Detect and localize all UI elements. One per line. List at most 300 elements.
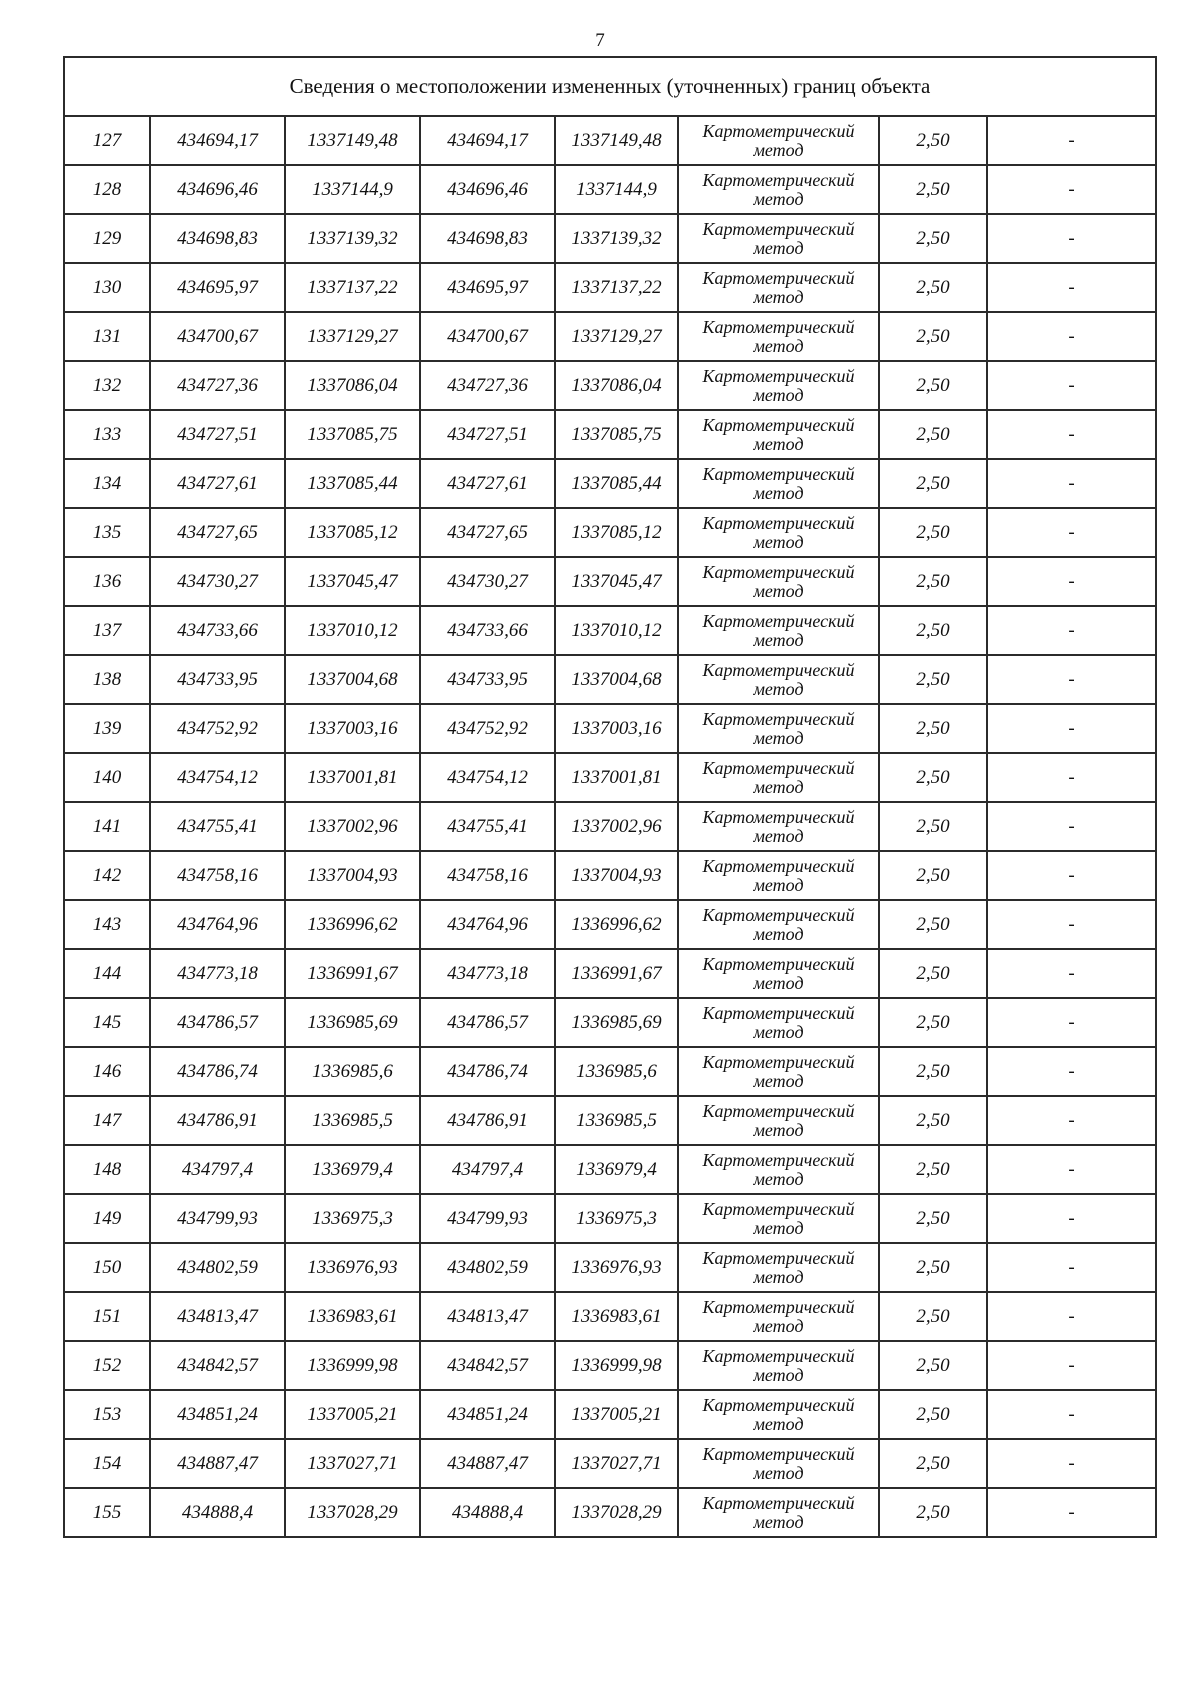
method-cell <box>678 606 879 655</box>
existing-y-cell: 1337027,71 <box>285 1439 420 1488</box>
refined-x-cell: 434695,97 <box>420 263 555 312</box>
point-number-cell: 129 <box>64 214 150 263</box>
existing-y-cell: 1337004,68 <box>285 655 420 704</box>
table-row <box>64 361 1156 410</box>
point-number-cell: 155 <box>64 1488 150 1537</box>
method-text: метод <box>753 1119 804 1140</box>
existing-y-cell: 1337086,04 <box>285 361 420 410</box>
table-row <box>64 802 1156 851</box>
method-text: метод <box>753 1462 804 1483</box>
refined-x-cell: 434727,61 <box>420 459 555 508</box>
accuracy-cell: 2,50 <box>879 410 987 459</box>
method-cell <box>678 410 879 459</box>
point-number-cell: 147 <box>64 1096 150 1145</box>
note-cell: - <box>987 312 1156 361</box>
method-cell <box>678 802 879 851</box>
point-number-cell: 128 <box>64 165 150 214</box>
note-cell: - <box>987 361 1156 410</box>
method-text: Картометрический <box>702 708 855 729</box>
refined-y-cell: 1337028,29 <box>555 1488 678 1537</box>
refined-x-cell: 434755,41 <box>420 802 555 851</box>
table-row <box>64 459 1156 508</box>
refined-y-cell: 1337086,04 <box>555 361 678 410</box>
existing-x-cell: 434700,67 <box>150 312 285 361</box>
refined-y-cell: 1337085,75 <box>555 410 678 459</box>
accuracy-cell: 2,50 <box>879 459 987 508</box>
method-cell <box>678 1341 879 1390</box>
method-text: метод <box>753 286 804 307</box>
accuracy-cell: 2,50 <box>879 900 987 949</box>
point-number-cell: 145 <box>64 998 150 1047</box>
method-text: метод <box>753 1021 804 1042</box>
method-text: метод <box>753 923 804 944</box>
existing-x-cell: 434727,36 <box>150 361 285 410</box>
refined-y-cell: 1337045,47 <box>555 557 678 606</box>
method-cell <box>678 753 879 802</box>
accuracy-cell: 2,50 <box>879 1292 987 1341</box>
point-number-cell: 154 <box>64 1439 150 1488</box>
accuracy-cell: 2,50 <box>879 1243 987 1292</box>
note-cell: - <box>987 704 1156 753</box>
method-text: Картометрический <box>702 1345 855 1366</box>
method-text: метод <box>753 972 804 993</box>
method-text: метод <box>753 825 804 846</box>
note-cell: - <box>987 655 1156 704</box>
table-row <box>64 312 1156 361</box>
method-text: метод <box>753 629 804 650</box>
method-text: метод <box>753 1315 804 1336</box>
existing-x-cell: 434888,4 <box>150 1488 285 1537</box>
existing-x-cell: 434786,91 <box>150 1096 285 1145</box>
method-cell <box>678 214 879 263</box>
refined-x-cell: 434752,92 <box>420 704 555 753</box>
table-row <box>64 655 1156 704</box>
table-row <box>64 1439 1156 1488</box>
point-number-cell: 137 <box>64 606 150 655</box>
existing-y-cell: 1337010,12 <box>285 606 420 655</box>
refined-y-cell: 1337144,9 <box>555 165 678 214</box>
note-cell: - <box>987 116 1156 165</box>
refined-y-cell: 1337005,21 <box>555 1390 678 1439</box>
page-number: 7 <box>595 30 605 51</box>
method-text: Картометрический <box>702 1296 855 1317</box>
point-number-cell: 150 <box>64 1243 150 1292</box>
existing-y-cell: 1337002,96 <box>285 802 420 851</box>
table-row <box>64 704 1156 753</box>
method-cell <box>678 508 879 557</box>
method-text: Картометрический <box>702 1198 855 1219</box>
accuracy-cell: 2,50 <box>879 214 987 263</box>
refined-y-cell: 1337004,93 <box>555 851 678 900</box>
method-text: Картометрический <box>702 561 855 582</box>
method-text: метод <box>753 1511 804 1532</box>
refined-x-cell: 434727,51 <box>420 410 555 459</box>
point-number-cell: 130 <box>64 263 150 312</box>
note-cell: - <box>987 557 1156 606</box>
method-text: метод <box>753 727 804 748</box>
table-row <box>64 1341 1156 1390</box>
method-text: Картометрический <box>702 365 855 386</box>
method-cell <box>678 312 879 361</box>
refined-x-cell: 434754,12 <box>420 753 555 802</box>
table-row <box>64 998 1156 1047</box>
refined-y-cell: 1337085,12 <box>555 508 678 557</box>
refined-y-cell: 1336991,67 <box>555 949 678 998</box>
note-cell: - <box>987 1439 1156 1488</box>
table-row <box>64 1047 1156 1096</box>
method-text: Картометрический <box>702 218 855 239</box>
table-row <box>64 165 1156 214</box>
method-text: метод <box>753 188 804 209</box>
accuracy-cell: 2,50 <box>879 949 987 998</box>
note-cell: - <box>987 900 1156 949</box>
table-row <box>64 263 1156 312</box>
method-text: метод <box>753 1413 804 1434</box>
table-row <box>64 1194 1156 1243</box>
table-row <box>64 949 1156 998</box>
existing-y-cell: 1337004,93 <box>285 851 420 900</box>
refined-y-cell: 1337003,16 <box>555 704 678 753</box>
existing-x-cell: 434755,41 <box>150 802 285 851</box>
method-text: метод <box>753 335 804 356</box>
table-row <box>64 1390 1156 1439</box>
method-cell <box>678 1292 879 1341</box>
table-row <box>64 1145 1156 1194</box>
note-cell: - <box>987 1488 1156 1537</box>
note-cell: - <box>987 263 1156 312</box>
method-text: метод <box>753 384 804 405</box>
method-text: метод <box>753 1364 804 1385</box>
method-text: Картометрический <box>702 1443 855 1464</box>
existing-x-cell: 434733,66 <box>150 606 285 655</box>
method-text: метод <box>753 482 804 503</box>
note-cell: - <box>987 851 1156 900</box>
accuracy-cell: 2,50 <box>879 508 987 557</box>
method-cell <box>678 1194 879 1243</box>
method-text: Картометрический <box>702 463 855 484</box>
point-number-cell: 151 <box>64 1292 150 1341</box>
existing-x-cell: 434802,59 <box>150 1243 285 1292</box>
refined-y-cell: 1337139,32 <box>555 214 678 263</box>
point-number-cell: 127 <box>64 116 150 165</box>
note-cell: - <box>987 1341 1156 1390</box>
note-cell: - <box>987 998 1156 1047</box>
note-cell: - <box>987 410 1156 459</box>
note-cell: - <box>987 214 1156 263</box>
accuracy-cell: 2,50 <box>879 116 987 165</box>
existing-x-cell: 434696,46 <box>150 165 285 214</box>
method-text: Картометрический <box>702 1149 855 1170</box>
refined-y-cell: 1336976,93 <box>555 1243 678 1292</box>
method-cell <box>678 361 879 410</box>
existing-x-cell: 434799,93 <box>150 1194 285 1243</box>
accuracy-cell: 2,50 <box>879 263 987 312</box>
refined-x-cell: 434727,36 <box>420 361 555 410</box>
table-row <box>64 606 1156 655</box>
refined-x-cell: 434773,18 <box>420 949 555 998</box>
table-row <box>64 753 1156 802</box>
table-row <box>64 508 1156 557</box>
point-number-cell: 148 <box>64 1145 150 1194</box>
existing-y-cell: 1337129,27 <box>285 312 420 361</box>
method-text: Картометрический <box>702 169 855 190</box>
table-body <box>64 57 1156 1537</box>
point-number-cell: 153 <box>64 1390 150 1439</box>
refined-x-cell: 434698,83 <box>420 214 555 263</box>
refined-y-cell: 1337085,44 <box>555 459 678 508</box>
method-text: метод <box>753 531 804 552</box>
refined-y-cell: 1336979,4 <box>555 1145 678 1194</box>
existing-y-cell: 1337144,9 <box>285 165 420 214</box>
existing-x-cell: 434797,4 <box>150 1145 285 1194</box>
note-cell: - <box>987 802 1156 851</box>
point-number-cell: 149 <box>64 1194 150 1243</box>
accuracy-cell: 2,50 <box>879 1488 987 1537</box>
existing-y-cell: 1336999,98 <box>285 1341 420 1390</box>
method-cell <box>678 704 879 753</box>
table-row <box>64 116 1156 165</box>
accuracy-cell: 2,50 <box>879 1145 987 1194</box>
method-text: Картометрический <box>702 1394 855 1415</box>
note-cell: - <box>987 949 1156 998</box>
point-number-cell: 141 <box>64 802 150 851</box>
note-cell: - <box>987 1096 1156 1145</box>
refined-x-cell: 434786,91 <box>420 1096 555 1145</box>
point-number-cell: 133 <box>64 410 150 459</box>
accuracy-cell: 2,50 <box>879 998 987 1047</box>
accuracy-cell: 2,50 <box>879 1194 987 1243</box>
method-text: метод <box>753 1217 804 1238</box>
existing-y-cell: 1337005,21 <box>285 1390 420 1439</box>
refined-y-cell: 1336985,5 <box>555 1096 678 1145</box>
method-text: Картометрический <box>702 316 855 337</box>
method-text: Картометрический <box>702 1100 855 1121</box>
accuracy-cell: 2,50 <box>879 165 987 214</box>
existing-x-cell: 434730,27 <box>150 557 285 606</box>
method-cell <box>678 949 879 998</box>
existing-x-cell: 434786,74 <box>150 1047 285 1096</box>
existing-x-cell: 434842,57 <box>150 1341 285 1390</box>
refined-y-cell: 1337004,68 <box>555 655 678 704</box>
method-text: Картометрический <box>702 512 855 533</box>
note-cell: - <box>987 1292 1156 1341</box>
existing-x-cell: 434758,16 <box>150 851 285 900</box>
existing-y-cell: 1337149,48 <box>285 116 420 165</box>
accuracy-cell: 2,50 <box>879 655 987 704</box>
method-cell <box>678 1488 879 1537</box>
existing-x-cell: 434727,61 <box>150 459 285 508</box>
method-text: метод <box>753 776 804 797</box>
note-cell: - <box>987 459 1156 508</box>
accuracy-cell: 2,50 <box>879 753 987 802</box>
table-row <box>64 1096 1156 1145</box>
note-cell: - <box>987 1194 1156 1243</box>
method-text: метод <box>753 580 804 601</box>
point-number-cell: 134 <box>64 459 150 508</box>
accuracy-cell: 2,50 <box>879 606 987 655</box>
existing-y-cell: 1337085,44 <box>285 459 420 508</box>
note-cell: - <box>987 165 1156 214</box>
refined-x-cell: 434797,4 <box>420 1145 555 1194</box>
refined-x-cell: 434842,57 <box>420 1341 555 1390</box>
existing-y-cell: 1336985,69 <box>285 998 420 1047</box>
method-cell <box>678 655 879 704</box>
method-text: Картометрический <box>702 855 855 876</box>
refined-y-cell: 1337001,81 <box>555 753 678 802</box>
method-text: метод <box>753 678 804 699</box>
refined-y-cell: 1337010,12 <box>555 606 678 655</box>
method-text: Картометрический <box>702 120 855 141</box>
table-title-row <box>64 57 1156 116</box>
existing-x-cell: 434813,47 <box>150 1292 285 1341</box>
table-row <box>64 1488 1156 1537</box>
method-cell <box>678 1439 879 1488</box>
method-text: метод <box>753 433 804 454</box>
existing-x-cell: 434733,95 <box>150 655 285 704</box>
method-cell <box>678 1145 879 1194</box>
existing-y-cell: 1337085,75 <box>285 410 420 459</box>
accuracy-cell: 2,50 <box>879 361 987 410</box>
refined-x-cell: 434730,27 <box>420 557 555 606</box>
method-cell <box>678 1390 879 1439</box>
existing-x-cell: 434727,65 <box>150 508 285 557</box>
point-number-cell: 135 <box>64 508 150 557</box>
point-number-cell: 144 <box>64 949 150 998</box>
existing-x-cell: 434695,97 <box>150 263 285 312</box>
accuracy-cell: 2,50 <box>879 1047 987 1096</box>
accuracy-cell: 2,50 <box>879 1341 987 1390</box>
method-text: метод <box>753 1266 804 1287</box>
method-text: метод <box>753 1070 804 1091</box>
method-cell <box>678 851 879 900</box>
existing-y-cell: 1337001,81 <box>285 753 420 802</box>
note-cell: - <box>987 1243 1156 1292</box>
point-number-cell: 140 <box>64 753 150 802</box>
refined-x-cell: 434764,96 <box>420 900 555 949</box>
method-text: Картометрический <box>702 1002 855 1023</box>
table-row <box>64 557 1156 606</box>
refined-x-cell: 434758,16 <box>420 851 555 900</box>
method-text: Картометрический <box>702 1247 855 1268</box>
refined-x-cell: 434802,59 <box>420 1243 555 1292</box>
method-cell <box>678 165 879 214</box>
accuracy-cell: 2,50 <box>879 1390 987 1439</box>
method-text: метод <box>753 1168 804 1189</box>
table-row <box>64 1292 1156 1341</box>
accuracy-cell: 2,50 <box>879 802 987 851</box>
refined-y-cell: 1336983,61 <box>555 1292 678 1341</box>
method-text: Картометрический <box>702 953 855 974</box>
method-cell <box>678 263 879 312</box>
refined-x-cell: 434786,57 <box>420 998 555 1047</box>
method-cell <box>678 1047 879 1096</box>
method-text: Картометрический <box>702 757 855 778</box>
accuracy-cell: 2,50 <box>879 1096 987 1145</box>
refined-x-cell: 434727,65 <box>420 508 555 557</box>
method-cell <box>678 1096 879 1145</box>
refined-x-cell: 434813,47 <box>420 1292 555 1341</box>
point-number-cell: 146 <box>64 1047 150 1096</box>
refined-x-cell: 434888,4 <box>420 1488 555 1537</box>
refined-y-cell: 1336996,62 <box>555 900 678 949</box>
boundary-coordinates-table <box>63 56 1157 1538</box>
point-number-cell: 131 <box>64 312 150 361</box>
existing-x-cell: 434752,92 <box>150 704 285 753</box>
method-cell <box>678 1243 879 1292</box>
method-text: Картометрический <box>702 659 855 680</box>
refined-x-cell: 434786,74 <box>420 1047 555 1096</box>
refined-y-cell: 1336975,3 <box>555 1194 678 1243</box>
refined-y-cell: 1337149,48 <box>555 116 678 165</box>
existing-y-cell: 1337003,16 <box>285 704 420 753</box>
existing-x-cell: 434887,47 <box>150 1439 285 1488</box>
point-number-cell: 142 <box>64 851 150 900</box>
refined-y-cell: 1337137,22 <box>555 263 678 312</box>
method-cell <box>678 459 879 508</box>
refined-y-cell: 1336999,98 <box>555 1341 678 1390</box>
existing-y-cell: 1336996,62 <box>285 900 420 949</box>
table-title: Сведения о местоположении измененных (уточненных) границ объекта <box>64 57 1156 116</box>
accuracy-cell: 2,50 <box>879 557 987 606</box>
accuracy-cell: 2,50 <box>879 1439 987 1488</box>
method-text: Картометрический <box>702 414 855 435</box>
method-text: Картометрический <box>702 610 855 631</box>
refined-x-cell: 434851,24 <box>420 1390 555 1439</box>
refined-x-cell: 434887,47 <box>420 1439 555 1488</box>
note-cell: - <box>987 1145 1156 1194</box>
method-cell <box>678 900 879 949</box>
existing-y-cell: 1336985,5 <box>285 1096 420 1145</box>
method-cell <box>678 998 879 1047</box>
existing-y-cell: 1337045,47 <box>285 557 420 606</box>
refined-x-cell: 434696,46 <box>420 165 555 214</box>
refined-x-cell: 434700,67 <box>420 312 555 361</box>
point-number-cell: 143 <box>64 900 150 949</box>
method-text: Картометрический <box>702 1492 855 1513</box>
point-number-cell: 138 <box>64 655 150 704</box>
existing-x-cell: 434851,24 <box>150 1390 285 1439</box>
existing-x-cell: 434764,96 <box>150 900 285 949</box>
existing-y-cell: 1336983,61 <box>285 1292 420 1341</box>
note-cell: - <box>987 1047 1156 1096</box>
method-text: Картометрический <box>702 806 855 827</box>
existing-y-cell: 1336985,6 <box>285 1047 420 1096</box>
method-text: метод <box>753 139 804 160</box>
method-cell <box>678 557 879 606</box>
accuracy-cell: 2,50 <box>879 312 987 361</box>
existing-x-cell: 434773,18 <box>150 949 285 998</box>
existing-y-cell: 1336975,3 <box>285 1194 420 1243</box>
point-number-cell: 152 <box>64 1341 150 1390</box>
refined-x-cell: 434733,95 <box>420 655 555 704</box>
refined-x-cell: 434733,66 <box>420 606 555 655</box>
method-text: Картометрический <box>702 904 855 925</box>
refined-y-cell: 1336985,6 <box>555 1047 678 1096</box>
accuracy-cell: 2,50 <box>879 851 987 900</box>
point-number-cell: 139 <box>64 704 150 753</box>
table-row <box>64 900 1156 949</box>
existing-x-cell: 434786,57 <box>150 998 285 1047</box>
existing-y-cell: 1336979,4 <box>285 1145 420 1194</box>
existing-x-cell: 434694,17 <box>150 116 285 165</box>
existing-y-cell: 1337028,29 <box>285 1488 420 1537</box>
table-row <box>64 410 1156 459</box>
refined-y-cell: 1336985,69 <box>555 998 678 1047</box>
existing-x-cell: 434727,51 <box>150 410 285 459</box>
table-row <box>64 851 1156 900</box>
method-text: метод <box>753 237 804 258</box>
existing-y-cell: 1336976,93 <box>285 1243 420 1292</box>
